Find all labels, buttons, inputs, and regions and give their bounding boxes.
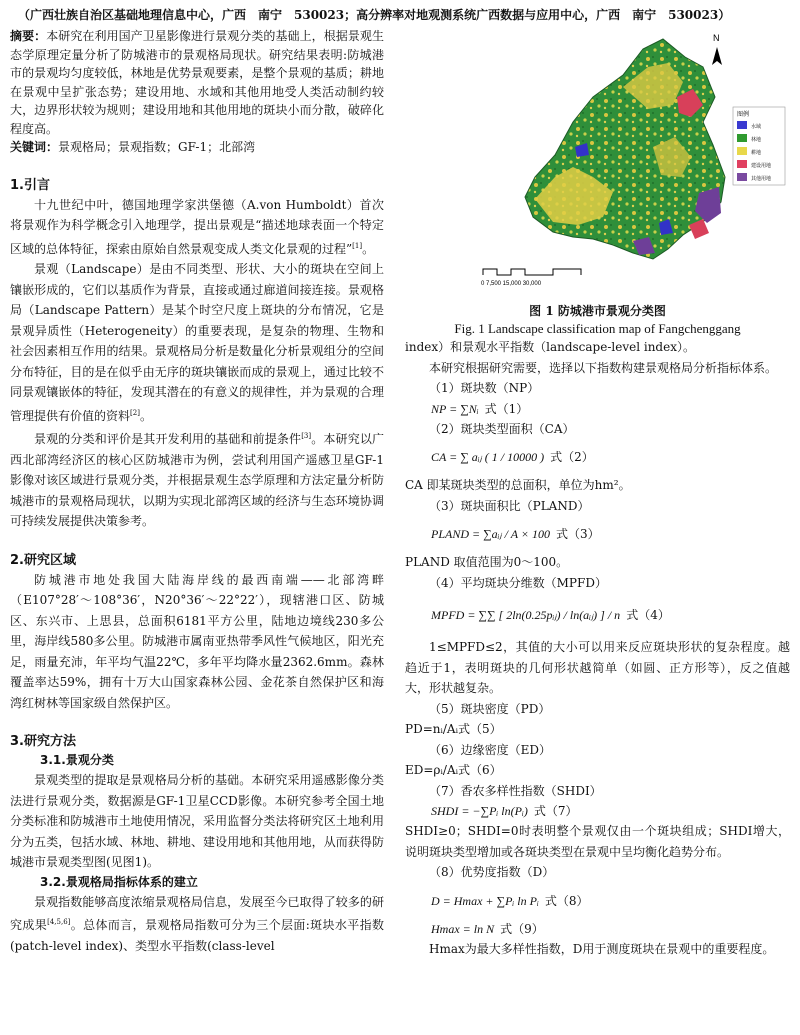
figure-caption-en: Fig. 1 Landscape classification map of Fangchenggang bbox=[454, 321, 741, 336]
index-1-title: （1）斑块数（NP） bbox=[429, 381, 540, 395]
spacer bbox=[10, 532, 384, 552]
intro-p3a-text: 景观的分类和评价是其开发利用的基础和前提条件 bbox=[34, 432, 302, 446]
formula-2-number: 式（2） bbox=[550, 450, 594, 464]
scale-text: 0 7,500 15,000 30,000 bbox=[481, 281, 542, 287]
subsection-2-title: 3.2.景观格局指标体系的建立 bbox=[40, 874, 198, 889]
formula-9 bbox=[405, 919, 790, 939]
legend-label-other: 其他用地 bbox=[751, 176, 772, 182]
spacer bbox=[10, 713, 384, 733]
map-legend bbox=[733, 107, 785, 185]
legend-label-cropland: 耕地 bbox=[751, 150, 762, 156]
reference-mark: [1] bbox=[352, 241, 363, 250]
keywords bbox=[10, 138, 384, 157]
right-column bbox=[405, 27, 790, 959]
formula-4 bbox=[405, 593, 790, 637]
index-4-title: （4）平均斑块分维数（MPFD） bbox=[429, 575, 607, 590]
legend-swatch-built-up bbox=[737, 160, 747, 168]
spacer bbox=[10, 157, 384, 177]
formula-9-number: 式（9） bbox=[500, 921, 544, 936]
intro-paragraph-2: 景观（Landscape）是由不同类型、形状、大小的斑块在空间上镶嵌形成的，它们以基质作为背景，直接或通过廊道间接连接。景观格局（Landscape Pattern）是某个时空尺度上斑块的分布情况，它是景观异质性（Heterogeneity）的重要表现，是复杂的物理、生物和社会因素相互作用的结果。景观格局分析是数量化分析景观组分的空间分布特征，目的是在似乎由无序的斑块镶嵌而成的景观上，通过比较不同景观镶嵌体的特征，发现其潜在的有意义的规律性，并为景观的合理管理提供有价值的资料[2]。 bbox=[10, 262, 384, 423]
section-intro-title: 1.引言 bbox=[10, 177, 50, 193]
keywords-label: 关键词： bbox=[10, 140, 59, 154]
abstract-label: 摘要： bbox=[10, 29, 47, 43]
legend-swatch-forest bbox=[737, 134, 747, 142]
formula-7 bbox=[405, 801, 790, 821]
formula-4-expr: MPFD = ∑∑ [ 2ln(0.25pᵢⱼ) / ln(aᵢⱼ) ] / n bbox=[431, 608, 621, 622]
index-7-title: （7）香农多样性指数（SHDI） bbox=[429, 783, 602, 798]
index-8-title: （8）优势度指数（D） bbox=[429, 865, 555, 879]
landscape-map bbox=[463, 27, 800, 299]
formula-2-expr: CA = ∑ aᵢⱼ ( 1 / 10000 ) bbox=[431, 450, 545, 464]
index-6-title: （6）边缘密度（ED） bbox=[429, 742, 552, 757]
formula-9-expr: Hmax = ln N bbox=[431, 921, 495, 936]
north-label: N bbox=[713, 33, 720, 43]
abstract-text: 本研究在利用国产卫星影像进行景观分类的基础上，根据景观生态学原理定量分析了防城港市的景观格局现状。研究结果表明:防城港市的景观均匀度较低，林地是优势景观要素，是整个景观的基质；耕地在景观中呈扩张态势；建设用地、水域和其他用地受人类活动制约较大，边界形状较为规则；建设用地和其他用地的斑块小而分散，破碎化程度高。 bbox=[10, 29, 384, 136]
legend-label-water: 水域 bbox=[751, 124, 762, 130]
index-intro: 本研究根据研究需要，选择以下指数构建景观格局分析指标体系。 bbox=[429, 360, 778, 375]
formula-7-note: SHDI≥0；SHDI=0时表明整个景观仅由一个斑块组成；SHDI增大，说明斑块类型增加或各斑块类型在景观中呈均衡化趋势分布。 bbox=[405, 824, 790, 859]
subsection-1-paragraph: 景观类型的提取是景观格局分析的基础。本研究采用遥感影像分类法进行景观分类，数据源是GF-1卫星CCD影像。本研究参考全国土地分类标准和防城港市土地使用情况，采用监督分类法将研究区土地利用分为五类，包括水域、林地、耕地、建设用地和其他用地，从而获得防城港市景观类型图(见图1)。 bbox=[10, 773, 384, 869]
scale-bar bbox=[481, 269, 581, 287]
sub2-text-b: 。总体而言，景观格局指数可分为三个层面:斑块水平指数(patch-level index)、类型水平指数(class-level bbox=[10, 918, 384, 953]
formula-3-note: PLAND 取值范围为0～100。 bbox=[405, 555, 569, 569]
formula-2 bbox=[405, 439, 790, 475]
index-continuation: index）和景观水平指数（landscape-level index）。 bbox=[405, 340, 695, 354]
reference-mark: [3] bbox=[301, 432, 312, 440]
index-2-title: （2）斑块类型面积（CA） bbox=[429, 421, 575, 436]
intro-p1-text: 十九世纪中叶，德国地理学家洪堡德（A.von Humboldt）首次将景观作为科学概念引入地理学，提出景观是“描述地球表面一个特定区域的总体特征，探索由原始自然景观变成人类文化景观的过程” bbox=[10, 197, 384, 256]
formula-6: ED=ρᵢ/Aᵢ式（6） bbox=[405, 763, 502, 777]
formula-9-note: Hmax为最大多样性指数，D用于测度斑块在景观中的重要程度。 bbox=[429, 941, 775, 956]
affiliation: （广西壮族自治区基础地理信息中心，广西 南宁 530023；高分辨率对地观测系统广西数据与应用中心，广西 南宁 530023） bbox=[18, 8, 731, 22]
subsection-1-title: 3.1.景观分类 bbox=[40, 753, 114, 767]
intro-paragraph-3 bbox=[10, 426, 384, 532]
reference-mark: [2] bbox=[130, 408, 140, 417]
formula-5: PD=nᵢ/Aᵢ式（5） bbox=[405, 722, 502, 736]
legend-label-forest: 林地 bbox=[751, 137, 762, 143]
legend-swatch-water bbox=[737, 121, 747, 129]
formula-4-note: 1≤MPFD≤2，其值的大小可以用来反应斑块形状的复杂程度。越趋近于1，表明斑块的几何形状越简单（如圆、正方形等），反之值越大，形状越复杂。 bbox=[405, 640, 790, 695]
intro-p3b-text: 。本研究以广西北部湾经济区的核心区防城港市为例，尝试利用国产遥感卫星GF-1影像对该区域进行景观分类，并根据景观生态学原理和方法定量分析防城港市的景观格局现状，以期为实现北部湾区域的经济与生态环境协调可持续发展提供决策参考。 bbox=[10, 432, 384, 528]
legend-swatch-cropland bbox=[737, 147, 747, 155]
figure-1-map bbox=[463, 27, 800, 299]
formula-3 bbox=[405, 516, 790, 552]
abstract bbox=[10, 27, 384, 138]
section-method-title: 3.研究方法 bbox=[10, 734, 76, 749]
keywords-text: 景观格局；景观指数；GF-1；北部湾 bbox=[58, 140, 256, 154]
intro-paragraph-1: 十九世纪中叶，德国地理学家洪堡德（A.von Humboldt）首次将景观作为科学概念引入地理学，提出景观是“描述地球表面一个特定区域的总体特征，探索由原始自然景观变成人类文化景观的过程”[1]。 bbox=[10, 197, 384, 256]
subsection-2-paragraph bbox=[10, 892, 384, 957]
formula-7-expr: SHDI = −∑Pᵢ ln(Pᵢ) bbox=[431, 804, 528, 818]
legend-label-built-up: 建设用地 bbox=[751, 163, 772, 169]
figure-caption-cn: 图 1 防城港市景观分类图 bbox=[529, 304, 666, 318]
index-5-title: （5）斑块密度（PD） bbox=[429, 701, 551, 716]
formula-8-expr: D = Hmax + ∑Pᵢ ln Pᵢ bbox=[431, 893, 539, 908]
sub2-text-a: 景观指数能够高度浓缩景观格局信息，发展至今已取得了较多的研究成果 bbox=[10, 894, 384, 932]
formula-3-expr: PLAND = ∑aᵢⱼ / A × 100 bbox=[431, 527, 550, 541]
formula-1-number: 式（1） bbox=[484, 401, 529, 416]
reference-mark: [4,5,6] bbox=[47, 918, 71, 926]
index-3-title: （3）斑块面积比（PLAND） bbox=[429, 498, 590, 513]
section-area-title: 2.研究区域 bbox=[10, 552, 76, 568]
left-column bbox=[10, 27, 384, 956]
north-arrow-icon bbox=[712, 33, 722, 65]
formula-7-number: 式（7） bbox=[533, 804, 578, 818]
formula-2-note: CA 即某斑块类型的总面积，单位为hm²。 bbox=[405, 478, 631, 492]
formula-4-number: 式（4） bbox=[626, 608, 670, 622]
formula-1 bbox=[405, 399, 790, 419]
formula-8 bbox=[405, 883, 790, 919]
abstract-block bbox=[10, 27, 384, 157]
legend-title: 图例 bbox=[737, 111, 750, 118]
formula-1-expr: NP = ∑Nᵢ bbox=[431, 401, 479, 416]
formula-8-number: 式（8） bbox=[544, 893, 589, 908]
area-paragraph: 防城港市地处我国大陆海岸线的最西南端——北部湾畔（E107°28′～108°36′，N20°36′～22°22′），现辖港口区、防城区、东兴市、上思县，总面积6181平方公里，陆地边境线230多公里，海岸线580多公里。防城港市属南亚热带季风性气候地区，阳光充足，雨量充沛，年平均气温22℃，多年平均降水量2362.6mm。森林覆盖率达59%，拥有十万大山国家森林公园、金花茶自然保护区和海湾红树林等国家级自然保护区。 bbox=[10, 572, 384, 710]
legend-swatch-other bbox=[737, 173, 747, 181]
formula-3-number: 式（3） bbox=[555, 527, 600, 541]
intro-p2-text: 景观（Landscape）是由不同类型、形状、大小的斑块在空间上镶嵌形成的，它们以基质作为背景，直接或通过廊道间接连接。景观格局（Landscape Pattern）是某个时空尺度上斑块的分布情况，它是景观异质性（Heterogeneity）的重要表现，是复杂的物理、生物和社会因素相互作用的结果。景观格局分析是数量化分析景观组分的空间分布特征，目的是在似乎由无序的斑块镶嵌而成的景观上，通过比较不同景观镶嵌体的特征，发现其潜在的有意义的规律性，并为景观的合理管理提供有价值的资料 bbox=[10, 262, 384, 423]
